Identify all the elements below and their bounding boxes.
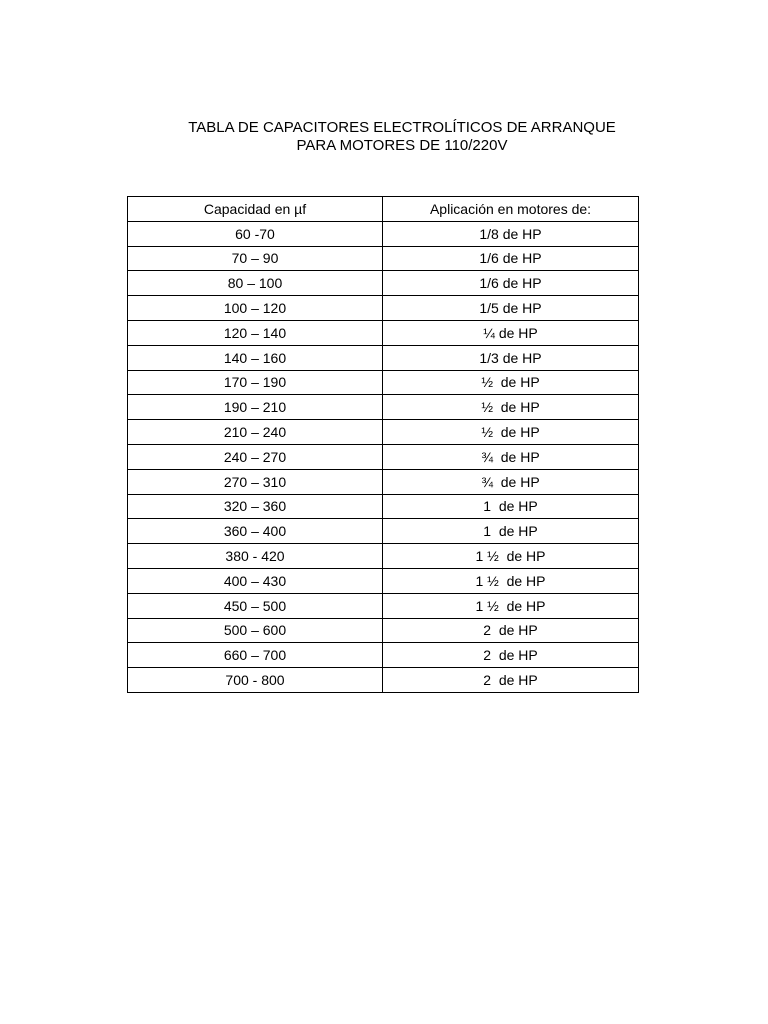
table-row — [128, 444, 639, 469]
document-title-line-2: PARA MOTORES DE 110/220V — [296, 137, 508, 154]
cell-application: 1/8 de HP — [383, 221, 639, 246]
cell-capacity: 140 – 160 — [128, 345, 383, 370]
table-row — [128, 345, 639, 370]
capacitor-table — [127, 196, 639, 693]
cell-capacity: 60 -70 — [128, 221, 383, 246]
table-row — [128, 469, 639, 494]
cell-application: ¾ de HP — [383, 469, 639, 494]
cell-application: 1 ½ de HP — [383, 544, 639, 569]
table-row — [128, 668, 639, 693]
table-row — [128, 395, 639, 420]
table-row — [128, 246, 639, 271]
table-row — [128, 420, 639, 445]
cell-application: ½ de HP — [383, 370, 639, 395]
cell-capacity: 210 – 240 — [128, 420, 383, 445]
table-row — [128, 221, 639, 246]
cell-application: 2 de HP — [383, 643, 639, 668]
cell-capacity: 360 – 400 — [128, 519, 383, 544]
cell-application: 1 ½ de HP — [383, 593, 639, 618]
cell-capacity: 320 – 360 — [128, 494, 383, 519]
cell-application: 1 de HP — [383, 519, 639, 544]
table-row — [128, 643, 639, 668]
cell-application: ½ de HP — [383, 420, 639, 445]
table-row — [128, 320, 639, 345]
cell-capacity: 400 – 430 — [128, 568, 383, 593]
table-row — [128, 544, 639, 569]
cell-capacity: 700 - 800 — [128, 668, 383, 693]
cell-application: 1/3 de HP — [383, 345, 639, 370]
cell-capacity: 380 - 420 — [128, 544, 383, 569]
table-row — [128, 618, 639, 643]
table-row — [128, 296, 639, 321]
cell-application: 2 de HP — [383, 618, 639, 643]
cell-capacity: 500 – 600 — [128, 618, 383, 643]
cell-application: ¼ de HP — [383, 320, 639, 345]
cell-capacity: 100 – 120 — [128, 296, 383, 321]
table-row — [128, 494, 639, 519]
cell-capacity: 170 – 190 — [128, 370, 383, 395]
header-capacity: Capacidad en µf — [128, 197, 383, 222]
cell-application: 2 de HP — [383, 668, 639, 693]
table-row — [128, 593, 639, 618]
cell-application: ½ de HP — [383, 395, 639, 420]
cell-capacity: 270 – 310 — [128, 469, 383, 494]
table-row — [128, 568, 639, 593]
document-title-line-1: TABLA DE CAPACITORES ELECTROLÍTICOS DE ARRANQUE — [188, 119, 616, 136]
table-body — [128, 197, 639, 693]
table-row — [128, 519, 639, 544]
cell-application: 1/5 de HP — [383, 296, 639, 321]
cell-capacity: 70 – 90 — [128, 246, 383, 271]
cell-application: 1/6 de HP — [383, 246, 639, 271]
cell-application: 1 de HP — [383, 494, 639, 519]
cell-application: 1 ½ de HP — [383, 568, 639, 593]
table-row — [128, 370, 639, 395]
table-row — [128, 271, 639, 296]
cell-application: ¾ de HP — [383, 444, 639, 469]
cell-capacity: 240 – 270 — [128, 444, 383, 469]
cell-capacity: 120 – 140 — [128, 320, 383, 345]
cell-capacity: 80 – 100 — [128, 271, 383, 296]
cell-application: 1/6 de HP — [383, 271, 639, 296]
cell-capacity: 660 – 700 — [128, 643, 383, 668]
cell-capacity: 450 – 500 — [128, 593, 383, 618]
table-header-row — [128, 197, 639, 222]
cell-capacity: 190 – 210 — [128, 395, 383, 420]
header-application: Aplicación en motores de: — [383, 197, 639, 222]
